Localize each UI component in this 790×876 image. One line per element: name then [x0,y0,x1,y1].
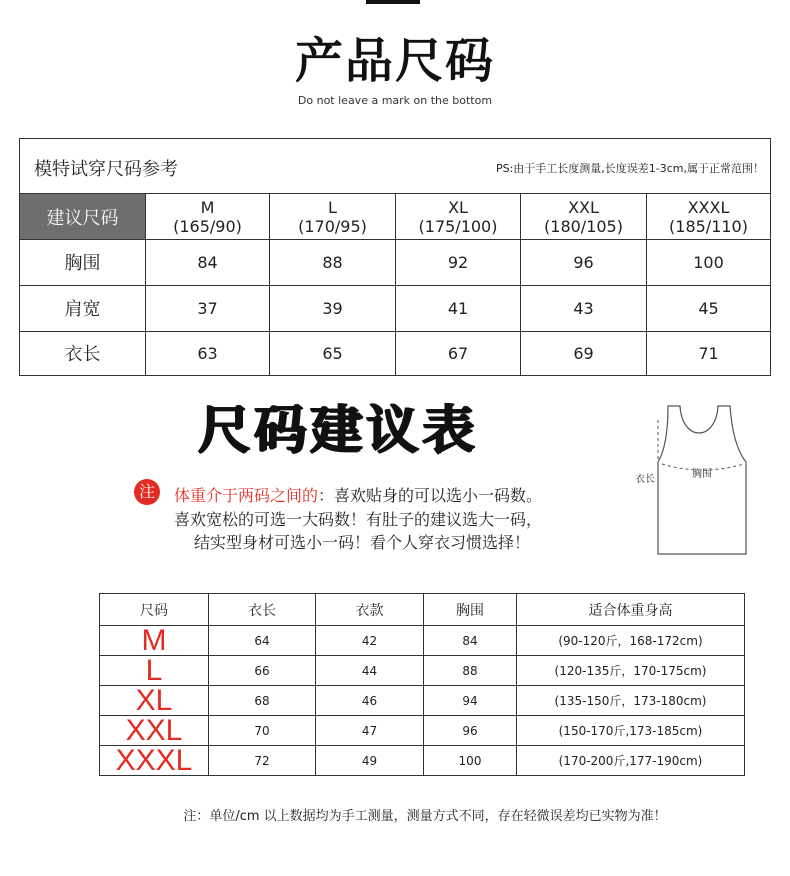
top-accent-bar [366,0,420,4]
table-cell: 37 [146,285,270,331]
size-col-xl [396,194,521,239]
chest-cell: 100 [424,746,517,776]
size-name: L [328,197,337,217]
size-col-xxl [521,194,647,239]
row-label: 肩宽 [20,285,146,331]
suggested-size-label: 建议尺码 [20,194,146,239]
model-table-note: PS:由于手工长度测量,长度误差1-3cm,属于正常范围！ [495,162,764,175]
size-spec: (165/90) [173,216,242,236]
size-name: XXXL [687,197,730,217]
model-table-title: 模特试穿尺码参考 [34,159,178,180]
note-badge: 注 [134,479,160,505]
table-row [100,686,745,716]
size-header-row [20,194,770,240]
size-spec: (175/100) [418,216,498,236]
column-header: 胸围 [424,594,517,626]
table-row [100,656,745,686]
size-name: M [200,197,215,217]
row-label: 胸围 [20,239,146,285]
width-cell: 42 [316,626,424,656]
size-col-xxxl [647,194,770,239]
page-title: 产品尺码 [294,33,495,89]
size-name: XL [448,197,468,217]
size-spec: (180/105) [544,216,623,236]
table-cell: 65 [270,331,396,375]
size-cell: XL [100,686,209,716]
width-cell: 44 [316,656,424,686]
width-cell: 47 [316,716,424,746]
tank-top-outline-icon [658,406,746,554]
chest-cell: 94 [424,686,517,716]
length-cell: 70 [209,716,316,746]
size-cell: XXXL [100,746,209,776]
column-header: 衣长 [209,594,316,626]
size-spec: (185/110) [669,216,748,236]
fit-cell: (135-150斤，173-180cm) [517,686,745,716]
size-col-m [146,194,270,239]
size-col-l [270,194,396,239]
footer-note: 注：单位/cm 以上数据均为手工测量，测量方式不同，存在轻微误差均已实物为准！ [183,809,667,824]
note-line-3: 结实型身材可选小一码！看个人穿衣习惯选择！ [194,533,531,552]
length-cell: 66 [209,656,316,686]
recommend-title: 尺码建议表 [198,401,479,461]
row-label: 衣长 [20,331,146,375]
table-cell: 96 [521,239,647,285]
table-cell: 41 [396,285,521,331]
table-cell: 71 [698,343,719,363]
table-cell: 92 [396,239,521,285]
size-cell: M [100,626,209,656]
table-row-shoulder [20,285,770,332]
chest-cell: 84 [424,626,517,656]
column-header: 尺码 [100,594,209,626]
fit-cell: (150-170斤,173-185cm) [517,716,745,746]
model-size-table [19,138,771,376]
tank-top-diagram [634,404,764,564]
note-line-1 [174,483,542,506]
table-cell: 84 [146,239,270,285]
size-cell: L [100,656,209,686]
table-cell: 67 [396,331,521,375]
diagram-length-label: 衣长 [635,474,655,485]
table-cell: 45 [698,298,719,318]
length-cell: 68 [209,686,316,716]
table-cell: 63 [146,331,270,375]
page-subtitle: Do not leave a mark on the bottom [297,94,493,107]
table-cell: 100 [693,252,724,272]
note-line-2: 喜欢宽松的可选一大码数！有肚子的建议选大一码， [174,510,543,529]
table-row-length [20,331,770,375]
table-cell: 39 [270,285,396,331]
note-text: ：喜欢贴身的可以选小一码数。 [318,486,543,505]
length-cell: 72 [209,746,316,776]
model-table-header [20,139,770,194]
length-cell: 64 [209,626,316,656]
width-cell: 49 [316,746,424,776]
size-spec: (170/95) [298,216,367,236]
fit-cell: (170-200斤,177-190cm) [517,746,745,776]
table-row [100,746,745,776]
table-cell: 43 [521,285,647,331]
fit-cell: (120-135斤，170-175cm) [517,656,745,686]
table-row-chest [20,239,770,286]
fit-cell: (90-120斤，168-172cm) [517,626,745,656]
diagram-chest-label: 胸围 [692,469,712,480]
size-name: XXL [568,197,599,217]
width-cell: 46 [316,686,424,716]
size-recommendation-table [99,593,745,776]
chest-cell: 88 [424,656,517,686]
column-header: 衣款 [316,594,424,626]
table-row [100,626,745,656]
chest-cell: 96 [424,716,517,746]
note-highlight: 体重介于两码之间的 [174,486,319,505]
table-cell: 69 [521,331,647,375]
size-cell: XXL [100,716,209,746]
table-header-row [100,594,745,626]
table-cell: 88 [270,239,396,285]
column-header: 适合体重身高 [517,594,745,626]
table-row [100,716,745,746]
